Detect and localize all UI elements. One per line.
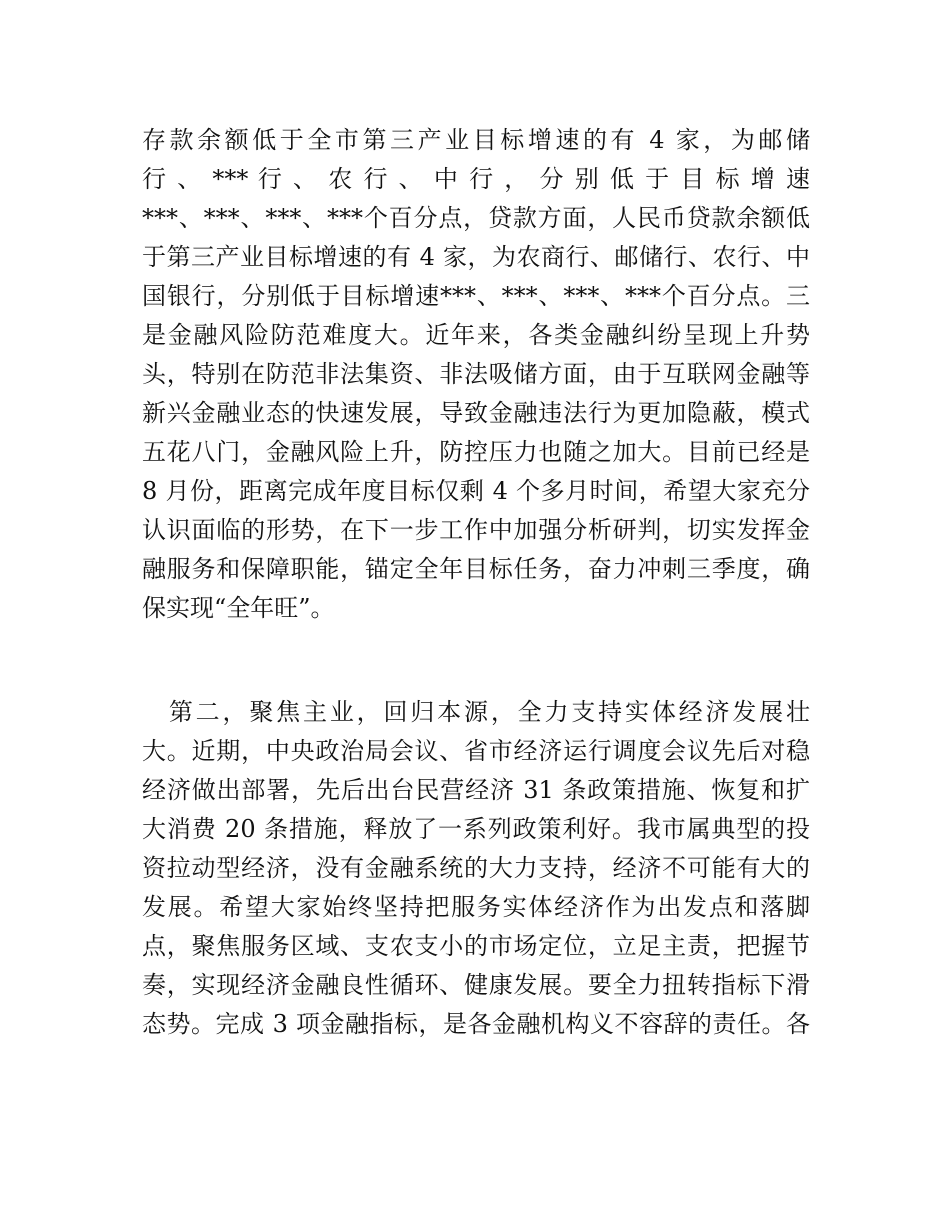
text-line: 保实现“全年旺”。	[142, 594, 335, 622]
text-line: 发展。希望大家始终坚持把服务实体经济作为出发点和落脚	[142, 893, 810, 921]
text-line: 行 、 *** 行 、 农 行 、 中 行 ， 分 别 低 于 目 标 增 速	[142, 165, 810, 193]
paragraph-1	[142, 121, 810, 628]
text-line: 大消费 20 条措施，释放了一系列政策利好。我市属典型的投	[142, 815, 810, 843]
text-line: 态势。完成 3 项金融指标，是各金融机构义不容辞的责任。各	[142, 1010, 810, 1038]
text-line: 大。近期，中央政治局会议、省市经济运行调度会议先后对稳	[142, 737, 810, 765]
text-line: 头，特别在防范非法集资、非法吸储方面，由于互联网金融等	[142, 360, 810, 388]
text-line: 第二，聚焦主业，回归本源，全力支持实体经济发展壮	[142, 698, 810, 726]
text-line: 存款余额低于全市第三产业目标增速的有 4 家，为邮储	[142, 126, 810, 154]
text-line: 经济做出部署，先后出台民营经济 31 条政策措施、恢复和扩	[142, 776, 810, 804]
paragraph-2	[142, 693, 810, 1044]
text-line: 是金融风险防范难度大。近年来，各类金融纠纷呈现上升势	[142, 321, 810, 349]
text-line: 奏，实现经济金融良性循环、健康发展。要全力扭转指标下滑	[142, 971, 810, 999]
text-line: 点，聚焦服务区域、支农支小的市场定位，立足主责，把握节	[142, 932, 810, 960]
text-line: ***、***、***、***个百分点，贷款方面，人民币贷款余额低	[142, 204, 810, 232]
text-line: 新兴金融业态的快速发展，导致金融违法行为更加隐蔽，模式	[142, 399, 810, 427]
text-line: 资拉动型经济，没有金融系统的大力支持，经济不可能有大的	[142, 854, 810, 882]
text-line: 8 月份，距离完成年度目标仅剩 4 个多月时间，希望大家充分	[142, 477, 810, 505]
text-line: 认识面临的形势，在下一步工作中加强分析研判，切实发挥金	[142, 516, 810, 544]
text-line: 融服务和保障职能，锚定全年目标任务，奋力冲刺三季度，确	[142, 555, 810, 583]
text-line: 五花八门，金融风险上升，防控压力也随之加大。目前已经是	[142, 438, 810, 466]
text-line: 国银行，分别低于目标增速***、***、***、***个百分点。三	[142, 282, 810, 310]
text-line: 于第三产业目标增速的有 4 家，为农商行、邮储行、农行、中	[142, 243, 810, 271]
